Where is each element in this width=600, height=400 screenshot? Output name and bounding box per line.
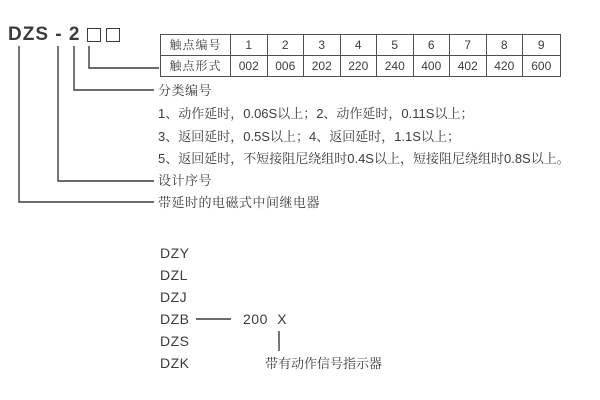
- model-item-dzs: DZS: [160, 333, 190, 349]
- contact-number-cell: 9: [523, 35, 560, 56]
- contact-spec-table: [160, 34, 561, 77]
- contact-number-cell: 8: [487, 35, 524, 56]
- classification-note-2: 3、返回延时，0.5S以上；4、返回延时，1.1S以上；: [158, 129, 460, 144]
- model-prefix-text: DZS - 2: [8, 24, 81, 45]
- contact-form-placeholder-box: [106, 28, 120, 42]
- contact-form-connector-line: [89, 46, 159, 68]
- contact-form-cell: 420: [487, 56, 524, 77]
- design-serial-label: 设计序号: [158, 173, 213, 188]
- contact-form-cell: 240: [377, 56, 414, 77]
- contact-form-cell: 220: [341, 56, 378, 77]
- model-item-dzj: DZJ: [160, 289, 188, 305]
- contact-number-cell: 7: [450, 35, 487, 56]
- contact-number-cell: 5: [377, 35, 414, 56]
- classification-connector-line: [74, 46, 154, 90]
- model-item-dzl: DZL: [160, 267, 188, 283]
- contact-form-cell: 402: [450, 56, 487, 77]
- contact-number-cell: 4: [341, 35, 378, 56]
- contact-form-cell: 006: [268, 56, 305, 77]
- contact-form-header: 触点形式: [161, 56, 231, 77]
- dzb-series-value: 200 X: [243, 311, 288, 327]
- classification-note-3: 5、返回延时，不短接阻尼绕组时0.4S以上，短接阻尼绕组时0.8S以上。: [158, 151, 570, 166]
- contact-number-header: 触点编号: [161, 35, 231, 56]
- contact-form-cell: 202: [304, 56, 341, 77]
- contact-form-cell: 400: [414, 56, 451, 77]
- model-item-dzy: DZY: [160, 245, 190, 261]
- model-item-dzb: DZB: [160, 311, 190, 327]
- model-item-dzk: DZK: [160, 355, 190, 371]
- relay-type-label: 带延时的电磁式中间继电器: [158, 195, 321, 210]
- classification-label: 分类编号: [158, 83, 213, 98]
- contact-form-cell: 002: [231, 56, 268, 77]
- contact-number-cell: 2: [268, 35, 305, 56]
- relay-type-connector-line: [19, 46, 154, 202]
- contact-number-cell: 6: [414, 35, 451, 56]
- model-designation: [8, 24, 120, 46]
- contact-number-row: [161, 35, 560, 56]
- classification-note-1: 1、动作延时，0.06S以上；2、动作延时，0.11S以上；: [158, 106, 474, 121]
- contact-form-cell: 600: [531, 58, 552, 73]
- design-serial-connector-line: [58, 46, 154, 181]
- classification-placeholder-box: [87, 28, 101, 42]
- contact-number-cell: 1: [231, 35, 268, 56]
- contact-form-row: [161, 56, 560, 77]
- indicator-note: 带有动作信号指示器: [265, 356, 383, 371]
- contact-number-cell: 3: [304, 35, 341, 56]
